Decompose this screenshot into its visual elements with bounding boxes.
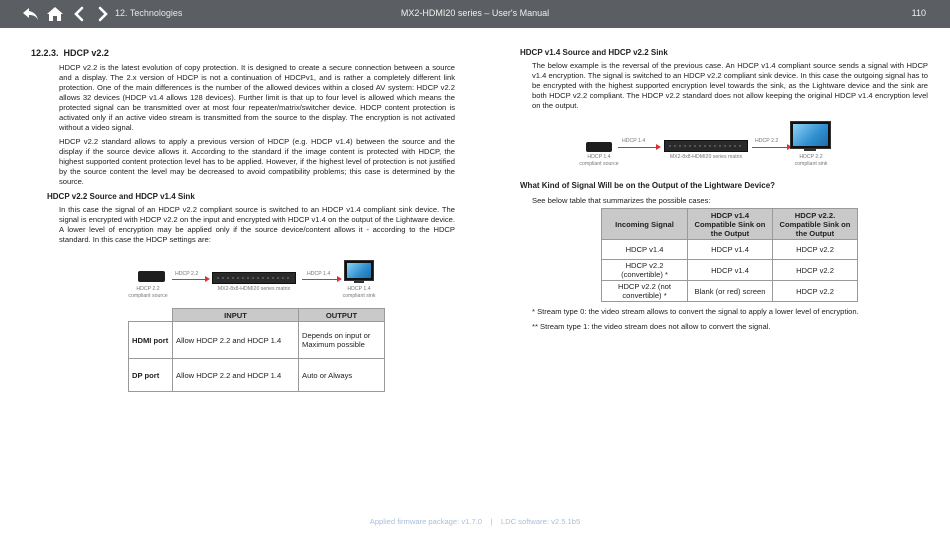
table-cell: Allow HDCP 2.2 and HDCP 1.4 <box>173 359 299 392</box>
document-title: MX2-HDMI20 series – User's Manual <box>400 8 550 18</box>
table-corner <box>129 309 173 322</box>
arrow-out-head <box>337 276 342 282</box>
arrow-in-head <box>656 144 661 150</box>
row-header-hdmi: HDMI port <box>129 322 173 359</box>
table-cell: HDCP v2.2 (not convertible) * <box>602 281 688 302</box>
footer-version-info: Applied firmware package: v1.7.0 | LDC software: v2.5.1b5 <box>369 517 581 526</box>
right-column <box>520 48 928 115</box>
sink-label: HDCP 2.2 compliant sink <box>794 154 828 167</box>
arrow-in <box>618 147 656 148</box>
paragraph-22-to-14: In this case the signal of an HDCP v2.2 compliant source is switched to an HDCP v1.4 compliant sink device. The signal is encrypted with HDCP v2.2 on the input and encrypted with HDCP v1.4 on the output of the Lightware device. A lower level of encryption may be applied only if the source device/content allows it - according to the HDCP standard. In this case the HDCP settings are: <box>59 205 455 244</box>
question-heading: What Kind of Signal Will be on the Output of the Lightware Device? <box>520 181 776 190</box>
table-cell: HDCP v2.2 (convertible) * <box>602 260 688 281</box>
output-signal-table <box>601 208 858 302</box>
breadcrumb[interactable]: 12. Technologies <box>115 8 183 18</box>
top-bar <box>0 0 950 28</box>
arrow-in-head <box>205 276 210 282</box>
footnote-stream-type-0: * Stream type 0: the video stream allows to convert the signal to apply a lower level of encryption. <box>532 307 859 316</box>
col-header-v14-sink: HDCP v1.4 Compatible Sink on the Output <box>688 209 773 240</box>
matrix-device-image <box>212 272 296 284</box>
table-cell: HDCP v1.4 <box>688 260 773 281</box>
subheading-22-to-14: HDCP v2.2 Source and HDCP v1.4 Sink <box>47 192 195 201</box>
col-header-input: INPUT <box>173 309 299 322</box>
table-cell: HDCP v2.2 <box>773 281 858 302</box>
arrow-label-out: HDCP 2.2 <box>755 138 779 144</box>
footnote-stream-type-1: ** Stream type 1: the video stream does not allow to convert the signal. <box>532 322 771 331</box>
table-cell: HDCP v2.2 <box>773 260 858 281</box>
table-row <box>602 260 858 281</box>
table-cell: Depends on input or Maximum possible <box>299 322 385 359</box>
hdcp-settings-table <box>128 308 385 392</box>
source-label: HDCP 1.4 compliant source <box>579 154 619 167</box>
sink-label: HDCP 1.4 compliant sink <box>342 286 376 299</box>
left-column <box>31 48 455 249</box>
diagram-22-source-14-sink <box>128 258 388 302</box>
paragraph-hdcp22-intro: HDCP v2.2 is the latest evolution of copy protection. It is designed to create a secure connection between a source and a display. The 2.x version of HDCP is not a continuation of HDCPv1, and is rather a completely different link protection. One of the main differences is the number of the allowed devices within a closed AV system: HDCP v2.2 allows 32 devices (HDCP v1.4 allows 128 devices). Further limit is that up to four level is allowed which means the protected signal can be transmitted over at most four repeater/matrix/switcher device. HDCP content protection is activated only if an active video stream is transmitted from the source to the display. The encryption is not activated without a video signal. <box>59 63 455 132</box>
col-header-output: OUTPUT <box>299 309 385 322</box>
source-label: HDCP 2.2 compliant source <box>128 286 168 299</box>
sink-monitor-image <box>344 260 374 281</box>
section-title: HDCP v2.2 <box>63 48 109 58</box>
table-row <box>129 322 385 359</box>
sink-monitor-image <box>790 121 831 149</box>
page-number: 110 <box>911 8 926 18</box>
table-intro: See below table that summarizes the possible cases: <box>532 196 711 205</box>
arrow-out <box>752 147 787 148</box>
table-cell: HDCP v1.4 <box>688 240 773 260</box>
section-number: 12.2.3. <box>31 48 59 58</box>
arrow-in <box>172 279 205 280</box>
table-cell: Auto or Always <box>299 359 385 392</box>
source-device-image <box>586 142 612 152</box>
col-header-v22-sink: HDCP v2.2. Compatible Sink on the Output <box>773 209 858 240</box>
source-device-image <box>138 271 165 282</box>
paragraph-14-to-22: The below example is the reversal of the previous case. An HDCP v1.4 compliant source sends a signal with HDCP v1.4 encryption. The signal is switched to an HDCP v2.2 compliant sink device. In this case the outgoing signal has to be encrypted with the highest supported encryption level towards the sink, as the Lightware device and the sink are both HDCP v2.2 compliant. The HDCP v2.2 standard does not allow keeping the original HDCP v1.4 encryption level on the output. <box>532 61 928 110</box>
arrow-label-in: HDCP 1.4 <box>622 138 646 144</box>
matrix-label: MX2-8x8-HDMI20 series matrix <box>669 154 743 160</box>
section-heading <box>31 48 455 58</box>
table-row <box>129 359 385 392</box>
matrix-label: MX2-8x8-HDMI20 series matrix <box>217 286 291 292</box>
table-row <box>602 281 858 302</box>
arrow-out <box>302 279 337 280</box>
matrix-device-image <box>664 140 748 152</box>
subheading-14-to-22: HDCP v1.4 Source and HDCP v2.2 Sink <box>520 48 668 57</box>
row-header-dp: DP port <box>129 359 173 392</box>
table-cell: HDCP v1.4 <box>602 240 688 260</box>
table-cell: Allow HDCP 2.2 and HDCP 1.4 <box>173 322 299 359</box>
paragraph-hdcp22-compat: HDCP v2.2 standard allows to apply a previous version of HDCP (e.g. HDCP v1.4) between the source and the display if the source device allows it. According to the standard if the image content is protected with HDCP, the highest supported content protection level has to be applied. However, if the highest level of protection is not justified by the source content the level may be decreased to avoid compatibility problems; this case is determined by the source. <box>59 137 455 186</box>
col-header-incoming: Incoming Signal <box>602 209 688 240</box>
diagram-14-source-22-sink <box>572 120 842 168</box>
arrow-label-in: HDCP 2.2 <box>175 271 199 277</box>
table-cell: HDCP v2.2 <box>773 240 858 260</box>
table-cell: Blank (or red) screen <box>688 281 773 302</box>
arrow-label-out: HDCP 1.4 <box>307 271 331 277</box>
table-row <box>602 240 858 260</box>
